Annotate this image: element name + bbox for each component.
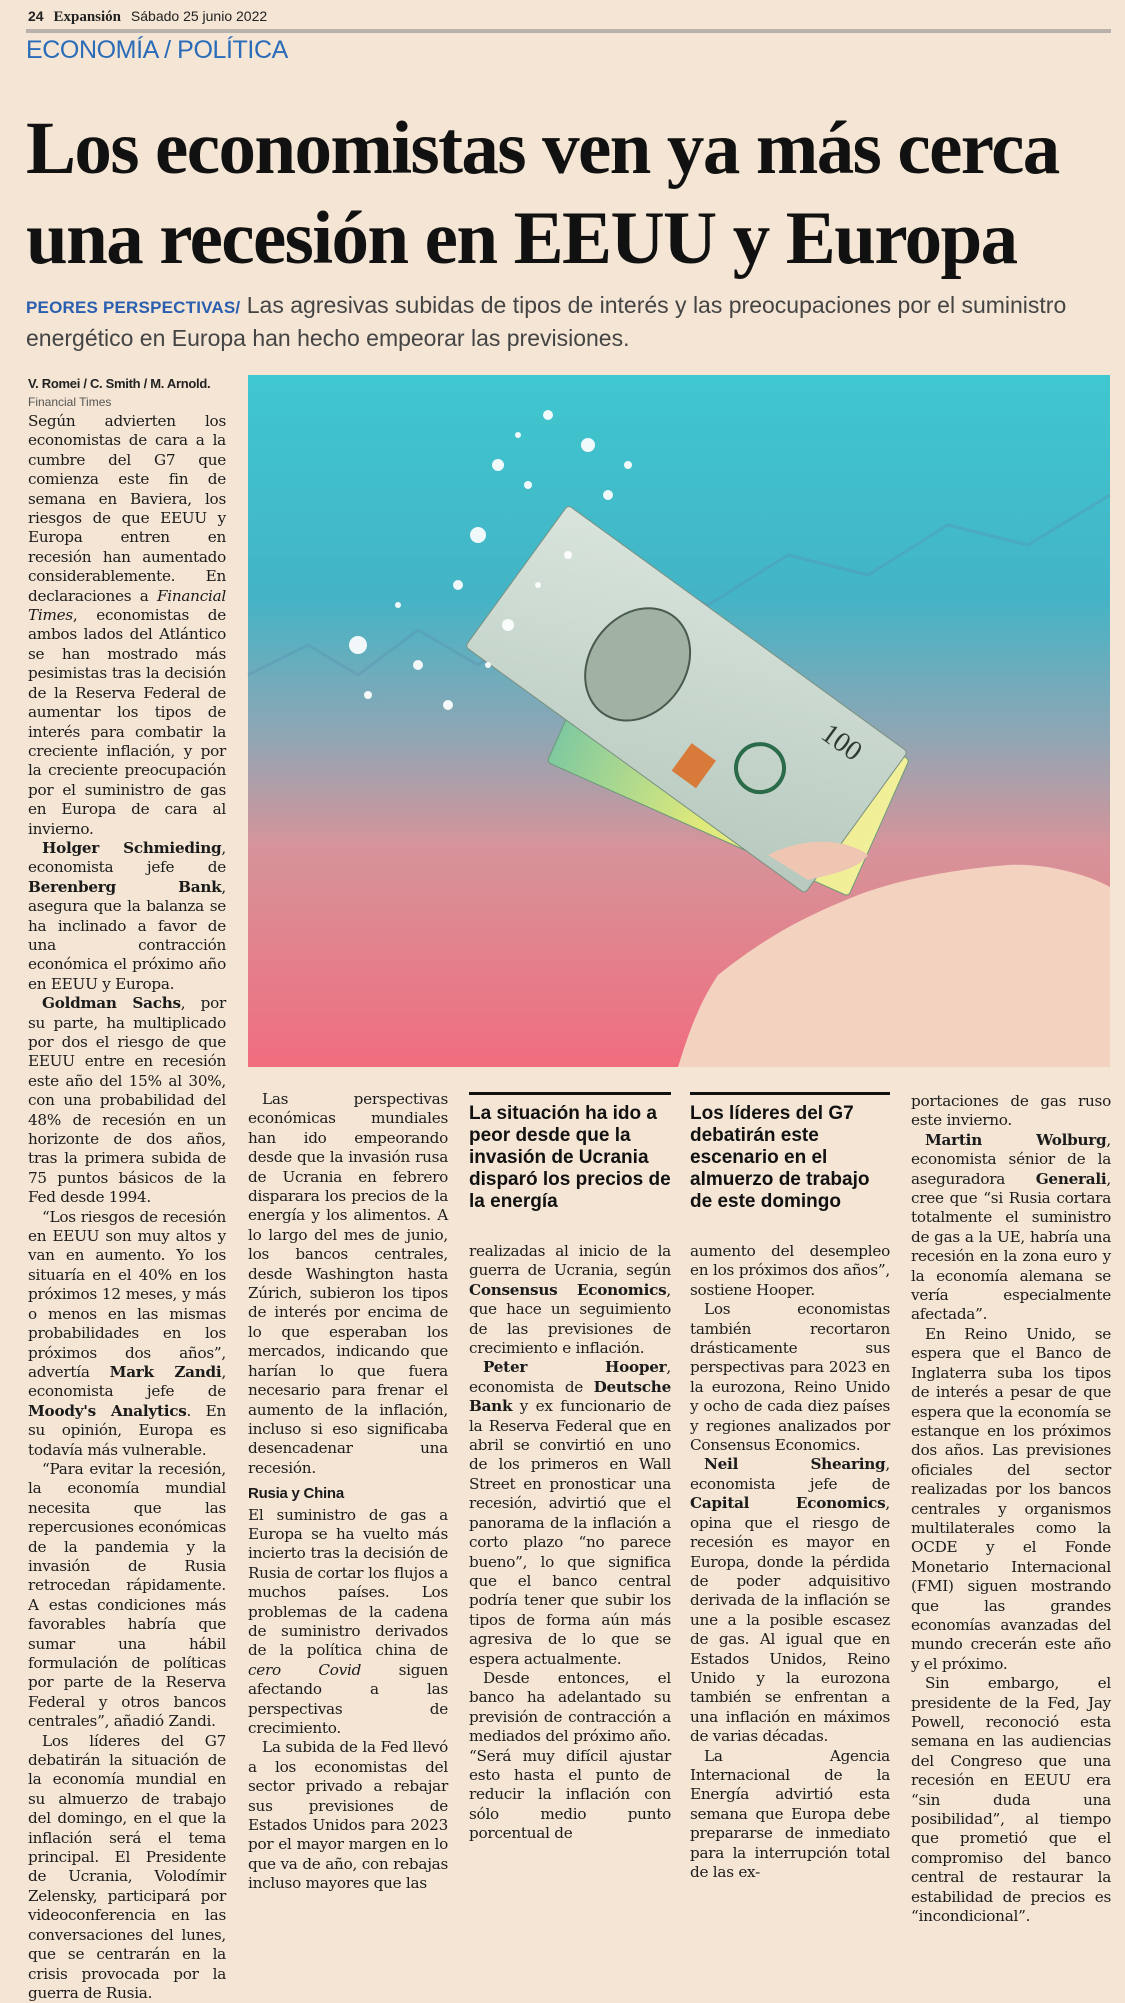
paragraph: Según advierten los economistas de cara a la cumbre del G7 que comienza este fin de semana en Baviera, los riesgos de que EEUU y Europa entren en recesión han aumentado considerablemente. En declaraciones a Financial Times, economistas de ambos lados del Atlántico se han mostrado más pesimistas tras la decisión de la Reserva Federal de aumentar los tipos de interés para combatir la creciente inflación, y por la creciente preocupación por el suministro de gas en Europa de cara al invierno. — [28, 412, 226, 838]
publication-name: Expansión — [53, 9, 122, 25]
paragraph: Los líderes del G7 debatirán la situación de la economía mundial en su almuerzo de trabajo del domingo, en el que la inflación será el tema principal. El Presidente de Ucrania, Volodímir Zelensky, participará por videoconferencia en las conversaciones del lunes, que se centrarán en la crisis provocada por la guerra de Rusia. — [28, 1731, 226, 2002]
subhead-2: Los líderes del G7 debatirán este escenario en el almuerzo de trabajo de este domingo — [690, 1092, 890, 1213]
article-column-3 — [469, 1242, 671, 1844]
byline-source: Financial Times — [28, 395, 112, 409]
paragraph: La subida de la Fed llevó a los economistas del sector privado a rebajar sus previsiones de Estados Unidos para 2023 por el mayor margen en lo que va de año, con rebajas incluso mayores que las — [248, 1738, 448, 1893]
paragraph: “Para evitar la recesión, la economía mundial necesita que las repercusiones económicas de la pandemia y la invasión de Rusia retrocedan rápidamente. A estas condiciones más favorables habría que sumar una hábil formulación de políticas por parte de la Reserva Federal y otros bancos centrales”, añadió Zandi. — [28, 1459, 226, 1731]
money-disintegrating-illustration — [248, 375, 1110, 1067]
paragraph: realizadas al inicio de la guerra de Ucrania, según Consensus Economics, que hace un seguimiento de las previsiones de crecimiento e inflación. — [469, 1242, 671, 1358]
paragraph: En Reino Unido, se espera que el Banco de Inglaterra suba los tipos de interés a pesar de que espera que la economía se estanque en los próximos dos años. Las previsiones oficiales del sector realizadas por los bancos centrales y organismos multilaterales como la OCDE y el Fonde Monetario Internacional (FMI) siguen mostrando que las grandes economías avanzadas del mundo crecerán este año y el próximo. — [911, 1324, 1111, 1673]
paragraph: Martin Wolburg, economista sénior de la aseguradora Generali, cree que “si Rusia cortara totalmente el suministro de gas a la UE, habría una recesión en la zona euro y la economía alemana se vería especialmente afectada”. — [911, 1130, 1111, 1324]
deck-text: Las agresivas subidas de tipos de interés y las preocupaciones por el suministro energético en Europa han hecho empeorar las previsiones. — [26, 292, 1067, 351]
article-photo — [248, 375, 1110, 1067]
page-header — [28, 8, 267, 26]
subhead-1: La situación ha ido a peor desde que la invasión de Ucrania disparó los precios de la energía — [469, 1092, 671, 1213]
deck-kicker: PEORES PERSPECTIVAS/ — [26, 298, 241, 317]
article-column-4 — [690, 1242, 890, 1882]
article-column-1 — [28, 412, 226, 2003]
page-number: 24 — [28, 8, 44, 24]
svg-text:100: 100 — [815, 717, 868, 768]
paragraph: Sin embargo, el presidente de la Fed, Jay Powell, reconoció esta semana en las audiencias del Congreso que una recesión en EEUU era “sin duda una posibilidad”, al tiempo que prometió que el compromiso del banco central de restaurar la estabilidad de precios es “incondicional”. — [911, 1674, 1111, 1926]
deck — [26, 290, 1111, 353]
paragraph: El suministro de gas a Europa se ha vuelto más incierto tras la decisión de Rusia de cortar los flujos a muchos países. Los problemas de la cadena de suministro derivados de la política china de cero Covid siguen afectando a las perspectivas de crecimiento. — [248, 1505, 448, 1737]
paragraph: Desde entonces, el banco ha adelantado su previsión de contracción a mediados del próximo año. “Será muy difícil ajustar esto hasta el punto de reducir la inflación con sólo medio punto porcentual de — [469, 1668, 671, 1843]
paragraph: Goldman Sachs, por su parte, ha multiplicado por dos el riesgo de que EEUU entre en recesión este año del 15% al 30%, con una probabilidad del 48% de recesión en un horizonte de dos años, tras la primera subida de 75 puntos básicos de la Fed desde 1994. — [28, 994, 226, 1207]
paragraph: Neil Shearing, economista jefe de Capital Economics, opina que el riesgo de recesión es mayor en Europa, donde la pérdida de poder adquisitivo derivada de la inflación se une a la posible escasez de gas. Al igual que en Estados Unidos, Reino Unido y la eurozona también se enfrentan a una inflación en máximos de varias décadas. — [690, 1455, 890, 1746]
paragraph: Peter Hooper, economista de Deutsche Bank y ex funcionario de la Reserva Federal que en abril se convirtió en uno de los primeros en Wall Street en pronosticar una recesión, advirtió que el panorama de la inflación a corto plazo “no parece bueno”, lo que significa que el banco central podría tener que subir los tipos de forma aún más agresiva de lo que se espera actualmente. — [469, 1358, 671, 1668]
section-label: ECONOMÍA / POLÍTICA — [26, 36, 288, 64]
byline: V. Romei / C. Smith / M. Arnold. — [28, 376, 211, 391]
article-column-5 — [911, 1092, 1111, 1926]
paragraph: Los economistas también recortaron drásticamente sus perspectivas para 2023 en la eurozona, Reino Unido y ocho de cada diez países y regiones analizados por Consensus Economics. — [690, 1300, 890, 1455]
paragraph: Holger Schmieding, economista jefe de Berenberg Bank, asegura que la balanza se ha inclinado a favor de una contracción económica el próximo año en EEUU y Europa. — [28, 838, 226, 993]
paragraph: portaciones de gas ruso este invierno. — [911, 1092, 1111, 1130]
headline: Los economistas ven ya más cerca una recesión en EEUU y Europa — [26, 107, 1059, 280]
intertitle: Rusia y China — [248, 1485, 344, 1503]
header-rule — [26, 29, 1111, 33]
article-column-2 — [248, 1090, 448, 1894]
paragraph: “Los riesgos de recesión en EEUU son muy altos y van en aumento. Yo los situaría en el 40% en los próximos 12 meses, y más o menos en las mismas probabilidades en los próximos dos años”, advertía Mark Zandi, economista jefe de Moody's Analytics. En su opinión, Europa es todavía más vulnerable. — [28, 1207, 227, 1459]
paragraph: Las perspectivas económicas mundiales han ido empeorando desde que la invasión rusa de Ucrania en febrero disparara los precios de la energía y los alimentos. A lo largo del mes de junio, los bancos centrales, desde Washington hasta Zúrich, subieron los tipos de interés por encima de lo que esperaban los mercados, indicando que harían lo que fuera necesario para frenar el aumento de la inflación, incluso si eso significaba desencadenar una recesión. — [248, 1090, 448, 1477]
issue-date: Sábado 25 junio 2022 — [130, 8, 268, 24]
paragraph: La Agencia Internacional de la Energía advirtió esta semana que Europa debe prepararse de inmediato para la interrupción total de las ex- — [690, 1746, 890, 1881]
paragraph: aumento del desempleo en los próximos dos años”, sostiene Hooper. — [690, 1242, 890, 1299]
